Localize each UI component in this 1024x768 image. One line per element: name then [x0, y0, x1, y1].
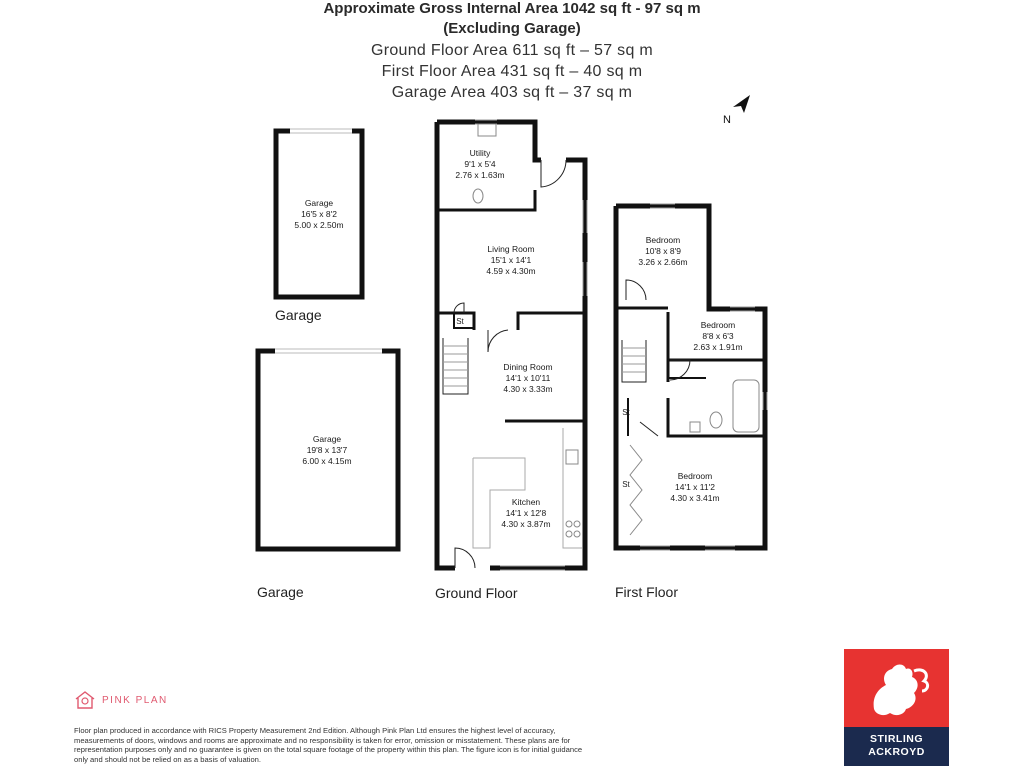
garage-large-imperial: 19'8 x 13'7 — [306, 445, 348, 455]
first-floor-area: First Floor Area 431 sq ft – 40 sq m — [381, 63, 643, 80]
bedroom-3-name: Bedroom — [677, 471, 713, 481]
living-room-imperial: 15'1 x 14'1 — [490, 255, 532, 265]
store-label-wardrobe: St — [622, 480, 630, 489]
griffin-icon — [844, 649, 949, 727]
bedroom-3-metric: 4.30 x 3.41m — [670, 493, 720, 503]
garage-small-name: Garage — [304, 198, 334, 208]
gross-area-title: Approximate Gross Internal Area 1042 sq ft - 97 sq m — [323, 0, 701, 17]
store-label-upper: St — [622, 408, 630, 417]
house-icon — [74, 690, 96, 710]
dining-room-name: Dining Room — [503, 362, 553, 372]
pink-plan-logo — [74, 690, 168, 710]
bedroom-1-metric: 3.26 x 2.66m — [638, 257, 688, 267]
garage-large-label: Garage — [257, 584, 304, 600]
living-room-metric: 4.59 x 4.30m — [486, 266, 536, 276]
excluding-garage-note: (Excluding Garage) — [443, 20, 581, 37]
garage-large-name: Garage — [312, 434, 342, 444]
garage-small-imperial: 16'5 x 8'2 — [301, 209, 337, 219]
garage-large-metric: 6.00 x 4.15m — [302, 456, 352, 466]
bedroom-2-name: Bedroom — [700, 320, 736, 330]
kitchen-imperial: 14'1 x 12'8 — [505, 508, 547, 518]
utility-metric: 2.76 x 1.63m — [455, 170, 505, 180]
garage-small-label: Garage — [275, 307, 322, 323]
bedroom-2-imperial: 8'8 x 6'3 — [702, 331, 734, 341]
pink-plan-brand: PINK PLAN — [102, 694, 168, 706]
agent-name-line2: ACKROYD — [868, 746, 925, 758]
ground-floor-area: Ground Floor Area 611 sq ft – 57 sq m — [370, 42, 654, 59]
bedroom-3-imperial: 14'1 x 11'2 — [675, 482, 715, 492]
store-label: St — [456, 317, 464, 326]
dining-room-metric: 4.30 x 3.33m — [503, 384, 553, 394]
garage-small-metric: 5.00 x 2.50m — [294, 220, 344, 230]
utility-name: Utility — [469, 148, 491, 158]
garage-area: Garage Area 403 sq ft – 37 sq m — [391, 84, 633, 101]
first-floor-label: First Floor — [615, 584, 678, 600]
disclaimer-text: Floor plan produced in accordance with RICS Property Measurement 2nd Edition. Although Pink Plan Ltd ensures the highest level of accuracy, measurements of doors, windows and rooms are approximate and no responsibility is taken for error, omission or misstatement. These plans are for representation purposes only and no guarantee is given on the total square footage of the property within this plan. The figure icon is for initial guidance only and should not be relied on as a basis of valuation. — [74, 726, 583, 764]
agent-name-line1: STIRLING — [870, 733, 923, 745]
ground-floor-label: Ground Floor — [435, 585, 518, 601]
utility-imperial: 9'1 x 5'4 — [464, 159, 496, 169]
dining-room-imperial: 14'1 x 10'11 — [505, 373, 551, 383]
compass-letter: N — [723, 114, 731, 126]
living-room-name: Living Room — [487, 244, 535, 254]
stirling-ackroyd-logo — [844, 649, 949, 766]
bedroom-2-metric: 2.63 x 1.91m — [693, 342, 743, 352]
kitchen-name: Kitchen — [511, 497, 541, 507]
kitchen-metric: 4.30 x 3.87m — [501, 519, 551, 529]
bedroom-1-imperial: 10'8 x 8'9 — [645, 246, 681, 256]
north-compass-icon — [723, 95, 750, 126]
bedroom-1-name: Bedroom — [645, 235, 681, 245]
